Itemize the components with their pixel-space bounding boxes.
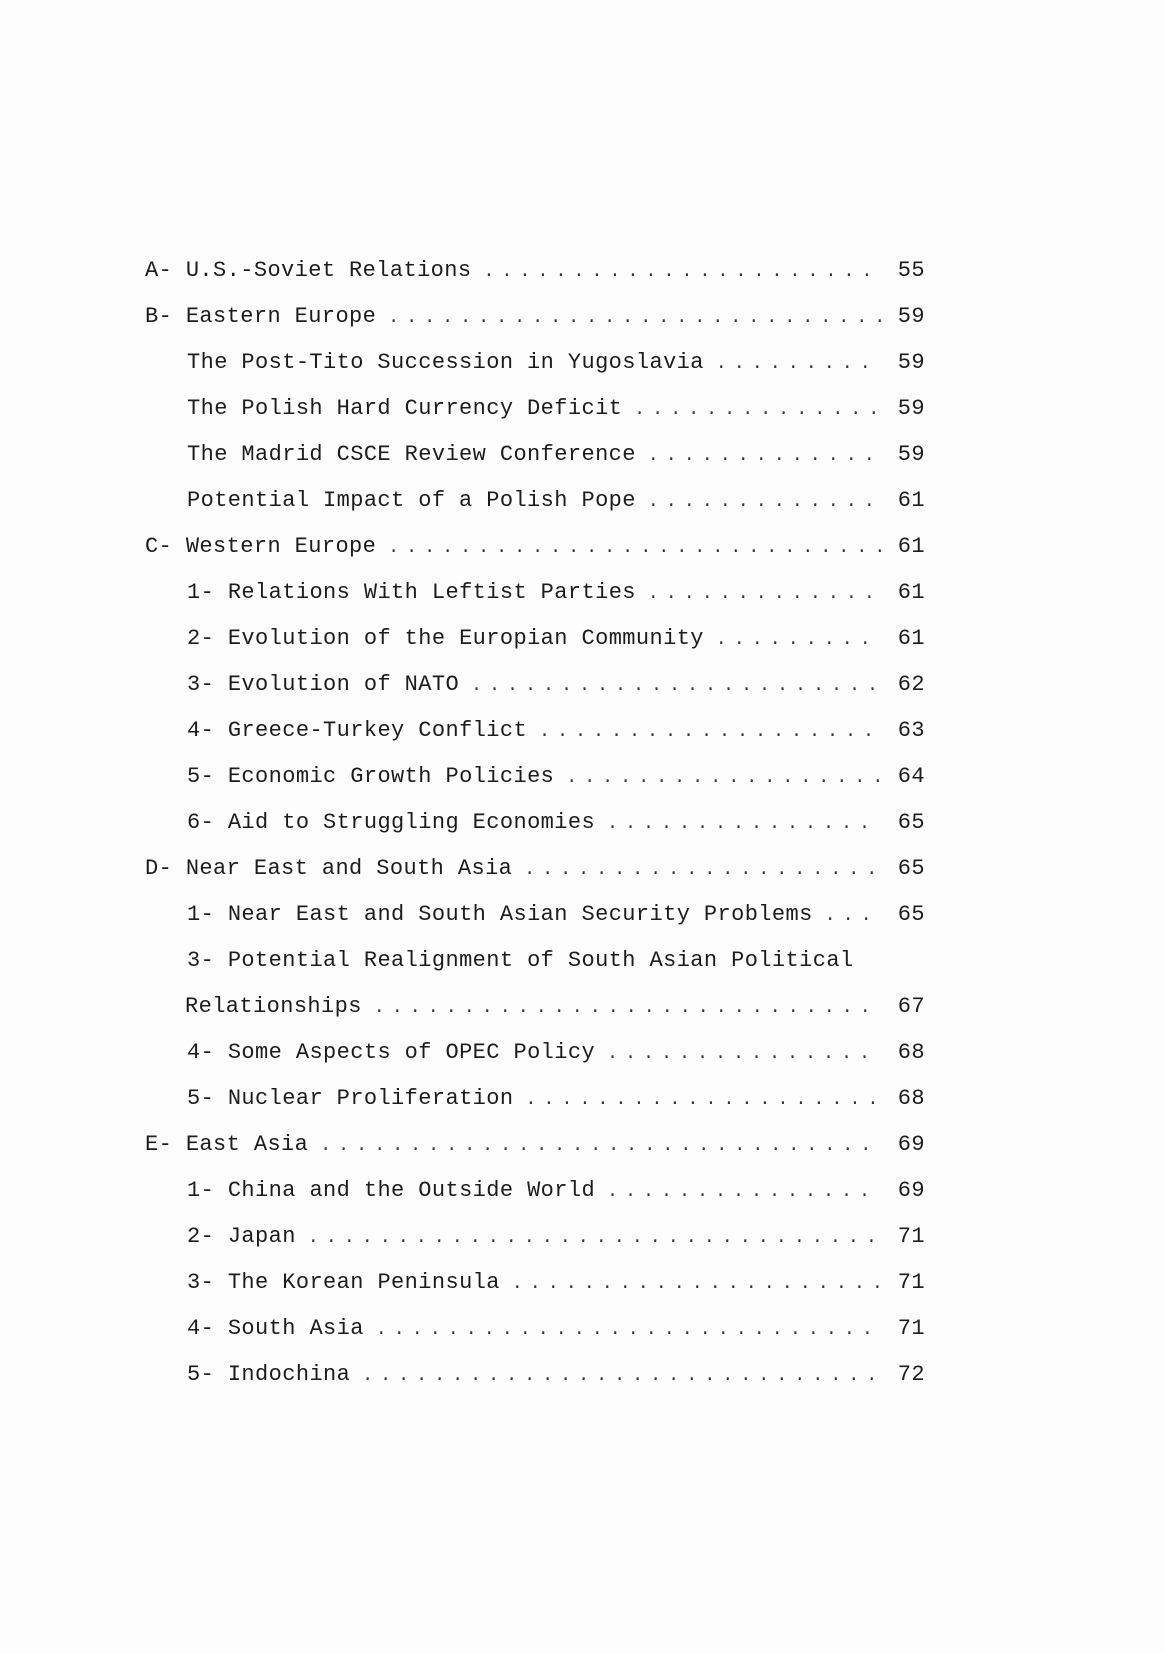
toc-page-number: 71 — [897, 1224, 925, 1249]
dot-leader — [512, 1274, 881, 1294]
toc-entry-prefix: E- — [145, 1132, 173, 1157]
toc-entry-text: Near East and South Asia — [185, 856, 513, 881]
toc-entry-text: Relations With Leftist Parties — [227, 580, 636, 605]
toc-page-number: 65 — [897, 902, 925, 927]
toc-entry-label — [187, 718, 539, 743]
toc-entry-prefix: 3- — [187, 1270, 215, 1295]
toc-entry-prefix: A- — [145, 258, 173, 283]
dot-leader — [716, 630, 881, 650]
toc-entry-text: The Polish Hard Currency Deficit — [187, 396, 623, 421]
toc-page-number: 69 — [897, 1132, 925, 1157]
toc-entry-text: Potential Impact of a Polish Pope — [187, 488, 636, 513]
toc-page-number: 65 — [897, 856, 925, 881]
toc-page-number: 61 — [897, 626, 925, 651]
toc-page-number: 61 — [897, 488, 925, 513]
toc-entry-text: Indochina — [227, 1362, 351, 1387]
toc-entry — [145, 1316, 925, 1362]
toc-page-number: 59 — [897, 304, 925, 329]
toc-entry-label — [185, 994, 374, 1019]
toc-entry-label — [145, 534, 388, 559]
toc-entry-label — [145, 856, 524, 881]
toc-entry-label — [187, 672, 471, 697]
toc-entry-prefix: 3- — [187, 672, 215, 697]
dot-leader — [607, 1044, 881, 1064]
toc-entry — [145, 258, 925, 304]
toc-entry-text: Evolution of the Europian Community — [227, 626, 704, 651]
toc-entry-prefix: 5- — [187, 1086, 215, 1111]
toc-entry-prefix: 2- — [187, 626, 215, 651]
toc-entry — [145, 488, 925, 534]
toc-entry — [145, 1224, 925, 1270]
toc-entry-text: U.S.-Soviet Relations — [185, 258, 472, 283]
toc-entry-text: The Madrid CSCE Review Conference — [187, 442, 636, 467]
toc-entry-label — [187, 1178, 607, 1203]
toc-entry-label — [145, 1132, 320, 1157]
toc-entry-prefix: 4- — [187, 1040, 215, 1065]
toc-entry-text: Economic Growth Policies — [227, 764, 555, 789]
toc-entry-prefix: 1- — [187, 902, 215, 927]
dot-leader — [525, 1090, 881, 1110]
toc-entry-label — [187, 764, 566, 789]
toc-entry — [145, 442, 925, 488]
toc-page-number: 68 — [897, 1086, 925, 1111]
dot-leader — [634, 400, 881, 420]
toc-entry-text: Some Aspects of OPEC Policy — [227, 1040, 596, 1065]
toc-entry-label — [187, 1086, 525, 1111]
toc-entry-text: The Korean Peninsula — [227, 1270, 500, 1295]
toc-entry-label — [187, 1362, 362, 1387]
toc-page-number: 67 — [897, 994, 925, 1019]
dot-leader — [308, 1228, 881, 1248]
toc-entry-label — [145, 258, 483, 283]
toc-entry-prefix: 5- — [187, 764, 215, 789]
toc-entry — [145, 902, 925, 948]
toc-entry-prefix: 4- — [187, 718, 215, 743]
toc-entry — [145, 718, 925, 764]
toc-entry — [145, 304, 925, 350]
toc-entry-label — [187, 350, 716, 375]
toc-entry-label — [187, 626, 716, 651]
toc-entry — [145, 672, 925, 718]
toc-entry — [145, 534, 925, 580]
toc-page-number: 59 — [897, 396, 925, 421]
toc-entry — [145, 1086, 925, 1132]
table-of-contents — [145, 258, 925, 1408]
toc-entry-text: Greece-Turkey Conflict — [227, 718, 528, 743]
toc-entry-text: Evolution of NATO — [227, 672, 460, 697]
dot-leader — [483, 262, 881, 282]
toc-page-number: 72 — [897, 1362, 925, 1387]
toc-entry-text: Japan — [227, 1224, 296, 1249]
dot-leader — [825, 906, 881, 926]
toc-page-number: 69 — [897, 1178, 925, 1203]
dot-leader — [388, 538, 881, 558]
toc-entry-prefix: B- — [145, 304, 173, 329]
toc-entry — [145, 1040, 925, 1086]
toc-entry-label — [187, 1316, 376, 1341]
toc-entry-prefix: 6- — [187, 810, 215, 835]
toc-entry — [145, 994, 925, 1040]
toc-entry — [145, 810, 925, 856]
toc-entry-label — [187, 580, 648, 605]
toc-page-number: 61 — [897, 580, 925, 605]
toc-page-number: 59 — [897, 442, 925, 467]
toc-entry — [145, 1270, 925, 1316]
dot-leader — [607, 1182, 881, 1202]
toc-entry-prefix: 5- — [187, 1362, 215, 1387]
toc-entry-label — [187, 902, 825, 927]
dot-leader — [471, 676, 881, 696]
dot-leader — [362, 1366, 881, 1386]
toc-entry-prefix: 4- — [187, 1316, 215, 1341]
toc-entry — [145, 1178, 925, 1224]
toc-entry-text: Aid to Struggling Economies — [227, 810, 596, 835]
toc-entry-text: The Post-Tito Succession in Yugoslavia — [187, 350, 704, 375]
toc-entry-text: Near East and South Asian Security Problems — [227, 902, 813, 927]
toc-entry-prefix: 3- — [187, 948, 215, 973]
toc-entry-label — [187, 442, 648, 467]
toc-entry-prefix: 2- — [187, 1224, 215, 1249]
toc-entry-label — [187, 1270, 512, 1295]
toc-entry-text: Nuclear Proliferation — [227, 1086, 514, 1111]
dot-leader — [648, 584, 881, 604]
toc-entry — [145, 948, 925, 994]
dot-leader — [716, 354, 881, 374]
toc-entry — [145, 350, 925, 396]
toc-page-number: 65 — [897, 810, 925, 835]
toc-page-number: 61 — [897, 534, 925, 559]
dot-leader — [648, 492, 881, 512]
dot-leader — [376, 1320, 881, 1340]
dot-leader — [607, 814, 881, 834]
toc-entry-text: East Asia — [185, 1132, 309, 1157]
dot-leader — [374, 998, 881, 1018]
toc-page-number: 71 — [897, 1270, 925, 1295]
toc-page-number: 68 — [897, 1040, 925, 1065]
dot-leader — [320, 1136, 881, 1156]
toc-entry-prefix: D- — [145, 856, 173, 881]
toc-entry-text: China and the Outside World — [227, 1178, 596, 1203]
toc-entry-label — [145, 304, 388, 329]
toc-entry-prefix: 1- — [187, 580, 215, 605]
toc-page-number: 64 — [897, 764, 925, 789]
dot-leader — [539, 722, 881, 742]
toc-entry-label — [187, 1224, 308, 1249]
dot-leader — [648, 446, 881, 466]
toc-entry-prefix: C- — [145, 534, 173, 559]
dot-leader — [566, 768, 881, 788]
toc-entry — [145, 580, 925, 626]
toc-page-number: 59 — [897, 350, 925, 375]
toc-entry-text: Western Europe — [185, 534, 377, 559]
toc-entry-text: Potential Realignment of South Asian Political — [227, 948, 854, 973]
toc-entry — [145, 764, 925, 810]
toc-entry-text: Relationships — [185, 994, 362, 1019]
toc-entry — [145, 1362, 925, 1408]
toc-entry — [145, 1132, 925, 1178]
toc-entry-text: Eastern Europe — [185, 304, 377, 329]
toc-page-number: 62 — [897, 672, 925, 697]
toc-page-number: 63 — [897, 718, 925, 743]
toc-entry-text: South Asia — [227, 1316, 364, 1341]
toc-entry-label — [187, 1040, 607, 1065]
toc-entry — [145, 856, 925, 902]
dot-leader — [524, 860, 881, 880]
toc-entry-label — [187, 396, 634, 421]
toc-entry-prefix: 1- — [187, 1178, 215, 1203]
toc-entry-label — [187, 810, 607, 835]
toc-entry-label — [187, 948, 866, 973]
toc-page-number: 55 — [897, 258, 925, 283]
dot-leader — [388, 308, 881, 328]
toc-entry-label — [187, 488, 648, 513]
toc-entry — [145, 626, 925, 672]
toc-page-number: 71 — [897, 1316, 925, 1341]
toc-entry — [145, 396, 925, 442]
